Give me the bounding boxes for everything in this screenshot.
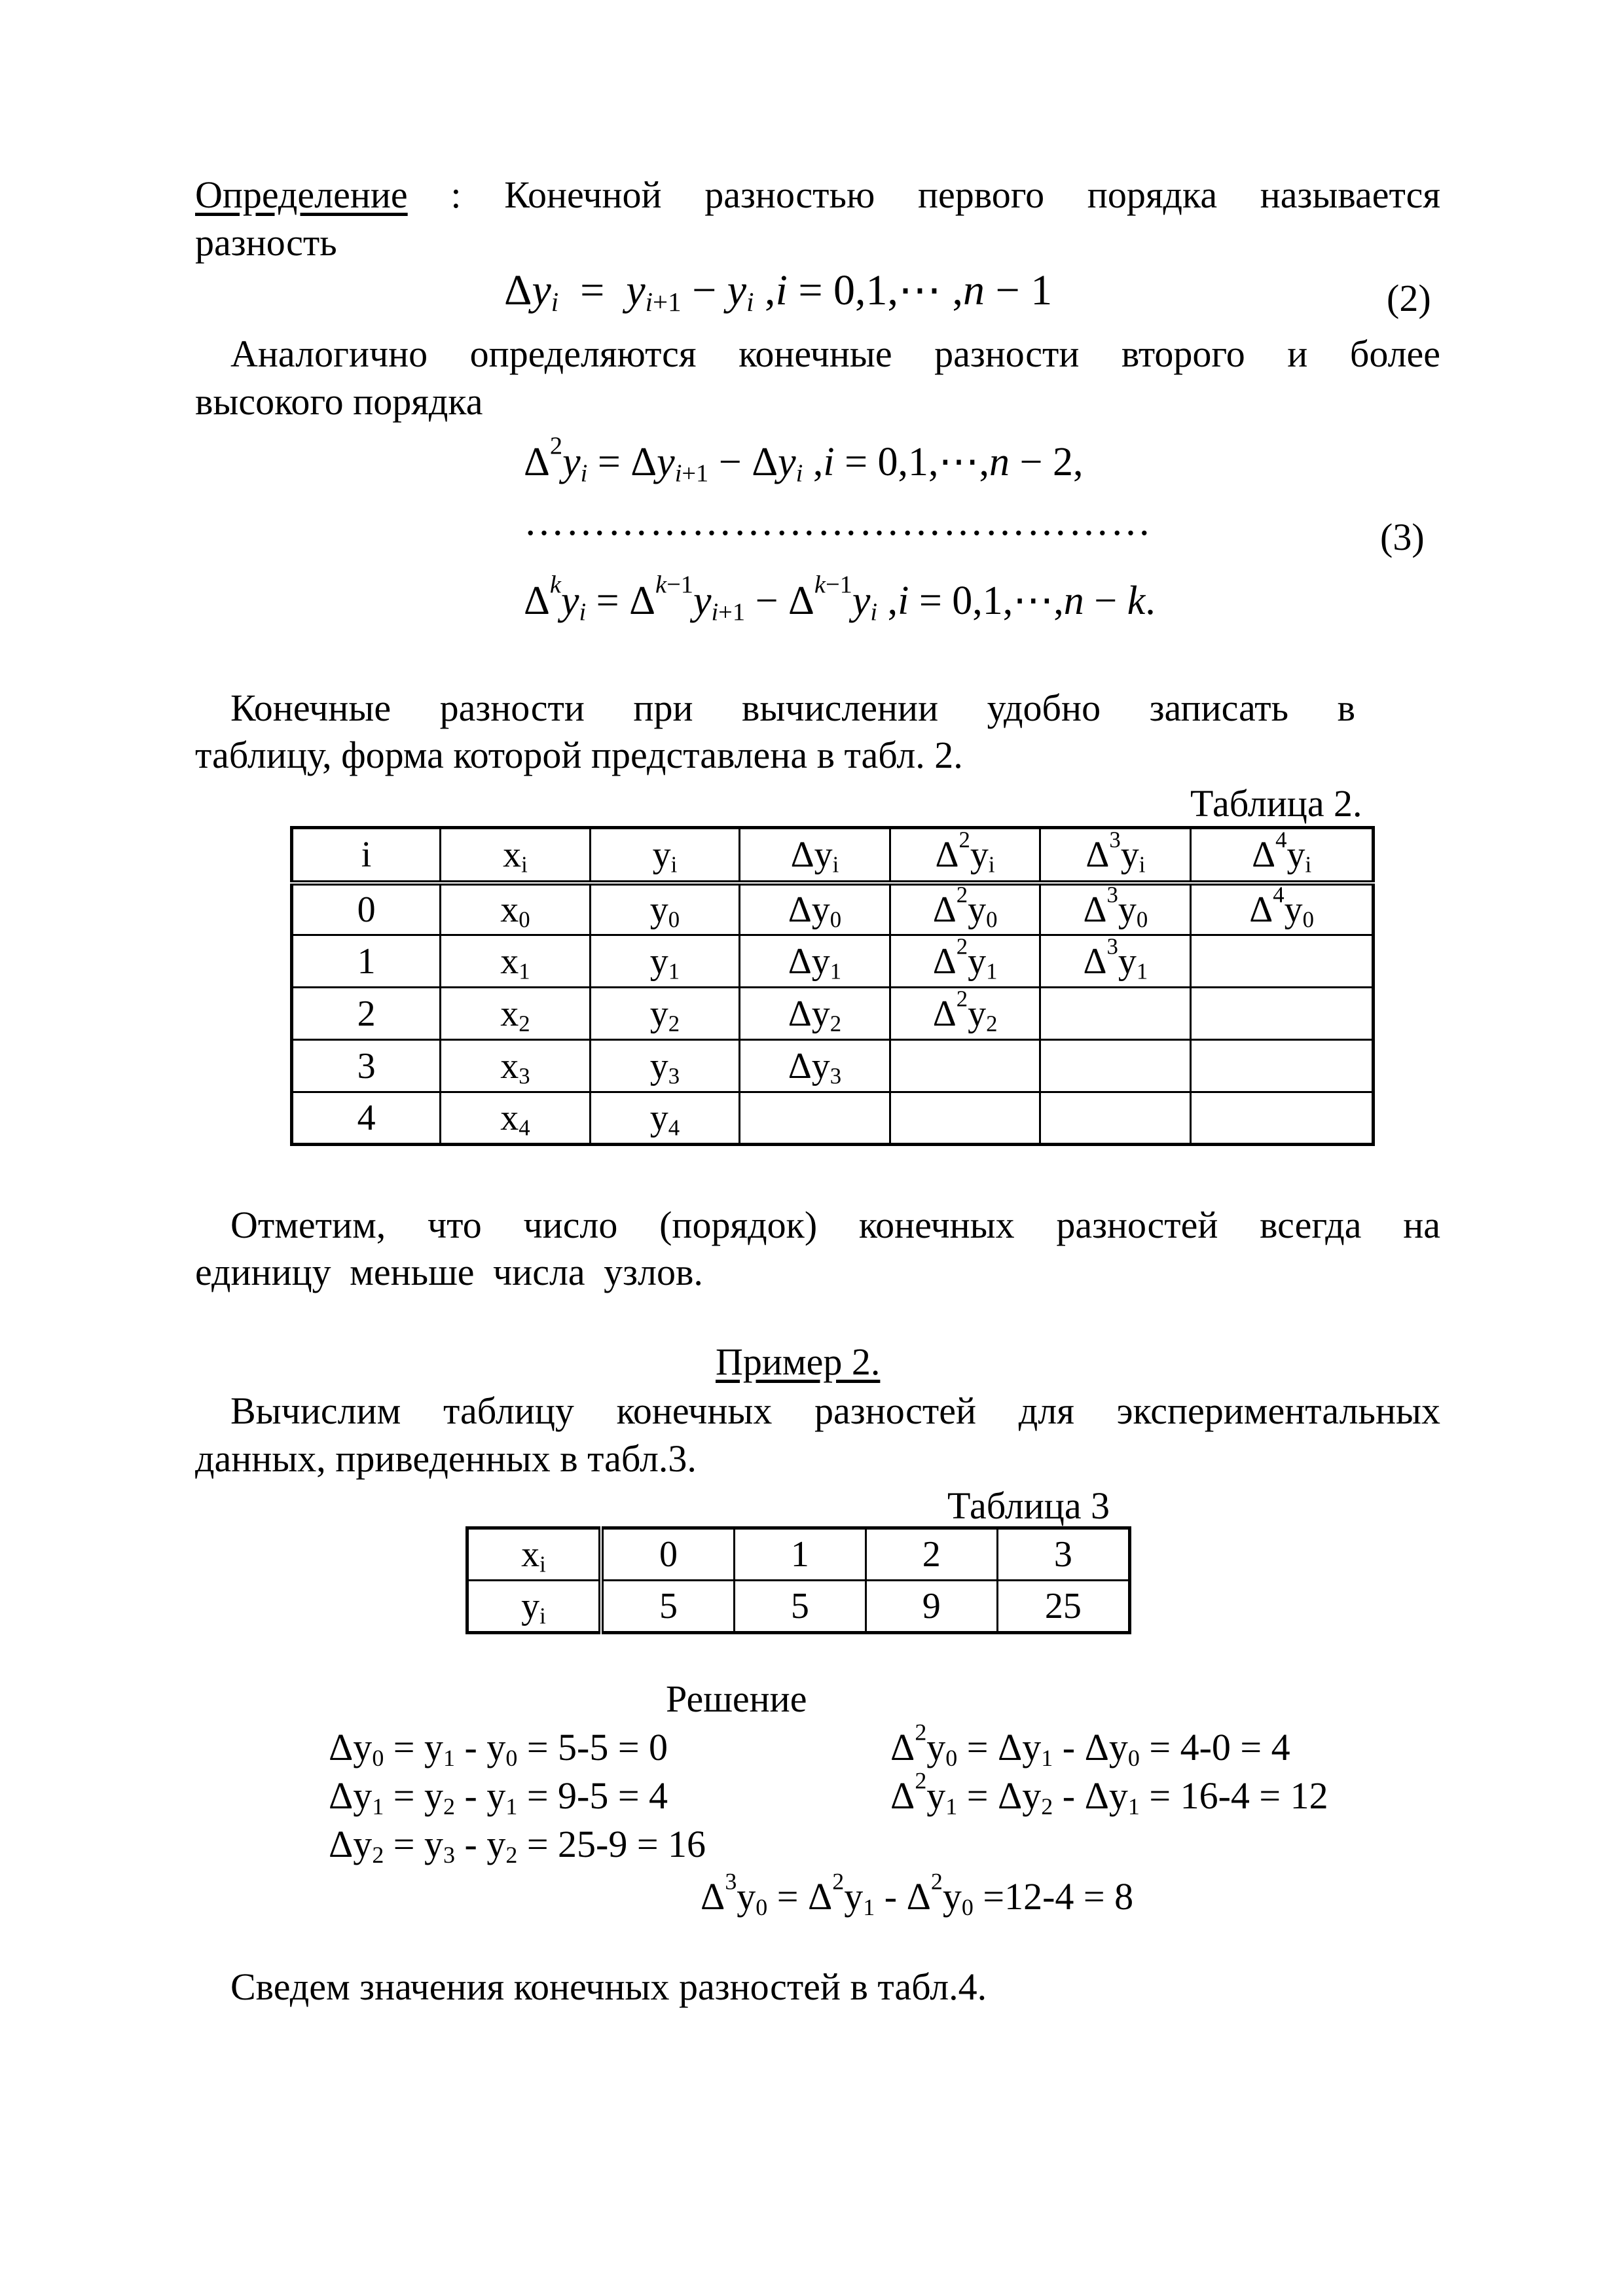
table-2	[290, 826, 1375, 1146]
table2-cell	[1191, 1092, 1374, 1145]
table3-caption: Таблица 3	[947, 1484, 1110, 1527]
table2-cell	[1040, 1040, 1191, 1092]
table-row	[292, 883, 1374, 935]
definition-line2: разность	[195, 221, 337, 264]
formula-3-line1: $\Delta^2y_i = \Delta y_{i+1} - \Delta y_i$ ,i = 0,1,⋯,n − 2,	[524, 432, 1084, 488]
table2-header-d2y: $\Delta^2y_i$	[890, 828, 1040, 883]
solution-eq-5-result: = 16-4 = 12	[1149, 1774, 1328, 1817]
table2-cell: $\Delta^3y_1$	[1040, 935, 1191, 988]
table2-header-d3y: $\Delta^3y_i$	[1040, 828, 1191, 883]
table2-header-d4y: $\Delta^4y_i$	[1191, 828, 1374, 883]
convenient-line2: таблицу, форма которой представлена в табл. 2.	[195, 734, 963, 776]
solution-eq-4: $\Delta^2y_0 = \Delta y_1 - \Delta y_0 = 4-0 = 4$	[890, 1719, 1290, 1771]
definition-line1	[195, 171, 1440, 219]
table3-cell: 2	[866, 1528, 997, 1581]
table3-cell: 25	[997, 1581, 1129, 1633]
table-row	[292, 988, 1374, 1040]
table2-header-dy: $\Delta y_i$	[740, 828, 890, 883]
table3-cell: 1	[734, 1528, 866, 1581]
formula-3-dots: ………………………………………	[524, 499, 1152, 544]
table2-cell: 2	[292, 988, 441, 1040]
table2-cell	[1191, 988, 1374, 1040]
table3-cell: 0	[601, 1528, 734, 1581]
table2-cell: $y_3$	[590, 1040, 740, 1092]
analog-line1: Аналогично определяются конечные разности второго и более	[230, 332, 1440, 375]
solution-eq-3: $\Delta y_2 = y_3 - y_2 = 25-9 = 16$	[329, 1823, 706, 1868]
table-row	[292, 935, 1374, 988]
solution-eq-6: $\Delta^3y_0 = \Delta^2y_1 - \Delta^2y_0 =12-4 = 8$	[701, 1868, 1134, 1920]
final-text: Сведем значения конечных разностей в табл.4.	[230, 1965, 987, 2008]
analog-line2: высокого порядка	[195, 380, 483, 423]
table2-cell	[890, 1040, 1040, 1092]
table3-label-x: $x_i$	[467, 1528, 602, 1581]
solution-eq-4-result: = 4-0 = 4	[1149, 1726, 1290, 1768]
solution-eq-2-result: = 9-5 = 4	[526, 1774, 668, 1817]
table2-cell: 0	[292, 883, 441, 935]
table3-cell: 3	[997, 1528, 1129, 1581]
example-line2: данных, приведенных в табл.3.	[195, 1437, 697, 1480]
convenient-line1: Конечные разности при вычислении удобно записать в	[230, 687, 1355, 729]
table2-header-y: $y_i$	[590, 828, 740, 883]
table2-caption: Таблица 2.	[1190, 782, 1362, 825]
table2-cell: $x_4$	[441, 1092, 591, 1145]
solution-eq-3-result: = 25-9 = 16	[526, 1823, 706, 1865]
table2-cell: 4	[292, 1092, 441, 1145]
table2-cell: $y_4$	[590, 1092, 740, 1145]
table3-cell: 5	[734, 1581, 866, 1633]
table2-header-i: i	[292, 828, 441, 883]
table3-cell: 9	[866, 1581, 997, 1633]
table2-cell	[1040, 1092, 1191, 1145]
solution-eq-6-result: =12-4 = 8	[983, 1875, 1134, 1918]
table2-cell: $y_1$	[590, 935, 740, 988]
note-line1: Отметим, что число (порядок) конечных разностей всегда на	[230, 1204, 1440, 1246]
table2-cell: $\Delta^4y_0$	[1191, 883, 1374, 935]
table2-cell: 3	[292, 1040, 441, 1092]
table2-cell: $\Delta y_2$	[740, 988, 890, 1040]
table-row	[292, 1040, 1374, 1092]
definition-text: Конечной разностью первого порядка называется	[504, 173, 1441, 216]
table2-cell: $x_0$	[441, 883, 591, 935]
table2-cell: $\Delta^2y_0$	[890, 883, 1040, 935]
solution-eq-1-result: = 5-5 = 0	[526, 1726, 668, 1768]
formula-2: $\Delta y_i = y_{i+1} - y_i$ ,i = 0,1,⋯ ,n − 1	[504, 266, 1053, 317]
table3-row-x	[467, 1528, 1130, 1581]
table2-cell: $x_1$	[441, 935, 591, 988]
table2-cell	[1191, 935, 1374, 988]
table2-cell: $x_3$	[441, 1040, 591, 1092]
table-3	[465, 1526, 1131, 1634]
definition-colon: :	[450, 173, 462, 216]
solution-title: Решение	[666, 1677, 807, 1720]
table2-cell	[890, 1092, 1040, 1145]
table2-cell: $\Delta^2y_2$	[890, 988, 1040, 1040]
table2-cell	[740, 1092, 890, 1145]
table3-label-y: $y_i$	[467, 1581, 602, 1633]
table2-cell	[1040, 988, 1191, 1040]
table2-cell	[1191, 1040, 1374, 1092]
table2-cell: $\Delta^3y_0$	[1040, 883, 1191, 935]
table2-cell: $x_2$	[441, 988, 591, 1040]
definition-term: Определение	[195, 173, 408, 216]
table2-cell: 1	[292, 935, 441, 988]
solution-eq-1: $\Delta y_0 = y_1 - y_0 = 5-5 = 0$	[329, 1726, 668, 1771]
table2-cell: $\Delta y_0$	[740, 883, 890, 935]
solution-eq-2: $\Delta y_1 = y_2 - y_1 = 9-5 = 4$	[329, 1774, 668, 1820]
solution-eq-5: $\Delta^2y_1 = \Delta y_2 - \Delta y_1 = 16-4 = 12$	[890, 1767, 1328, 1820]
table-row	[292, 1092, 1374, 1145]
table2-cell: $y_0$	[590, 883, 740, 935]
note-line2: единицу меньше числа узлов.	[195, 1251, 703, 1293]
example-title: Пример 2.	[716, 1340, 881, 1383]
formula-3-line3: $\Delta^ky_i = \Delta^{k-1}y_{i+1} - \Delta^{k-1}y_i$ ,i = 0,1,⋯,n − k.	[524, 571, 1156, 626]
table2-cell: $y_2$	[590, 988, 740, 1040]
table2-cell: $\Delta y_1$	[740, 935, 890, 988]
table2-cell: $\Delta y_3$	[740, 1040, 890, 1092]
example-line1: Вычислим таблицу конечных разностей для экспериментальных	[230, 1390, 1440, 1432]
table2-cell: $\Delta^2y_1$	[890, 935, 1040, 988]
table2-header-x: $x_i$	[441, 828, 591, 883]
formula-2-number: (2)	[1387, 277, 1431, 319]
table3-row-y	[467, 1581, 1130, 1633]
table2-header-row	[292, 828, 1374, 883]
formula-3-number: (3)	[1380, 516, 1425, 558]
table3-cell: 5	[601, 1581, 734, 1633]
